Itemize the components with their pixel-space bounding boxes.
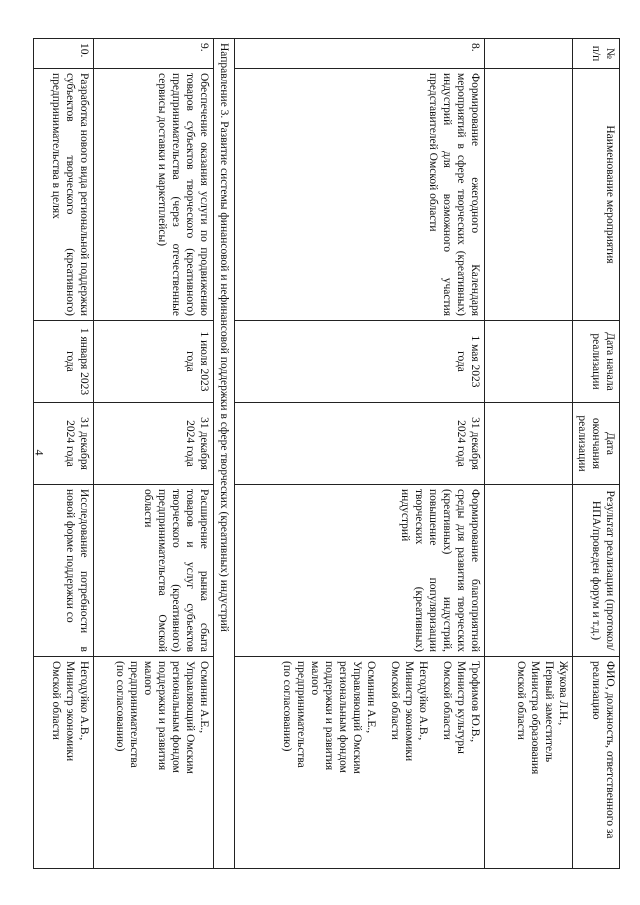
start-date: 1 мая 2023 года — [234, 321, 484, 403]
end-date: 31 декабря 2024 года — [33, 403, 93, 485]
row-number: 8. — [234, 39, 484, 69]
event-name: Разработка нового вида региональной поддержки субъектов творческого (креативного) предпринимательства в целях — [33, 69, 93, 321]
rotated-page — [49, 38, 620, 868]
start-date: 1 июля 2023 года — [93, 321, 213, 403]
result-text: Исследование потребности в новой форме поддержки со — [33, 485, 93, 657]
header-start: Дата начала реализации — [572, 321, 619, 403]
table-container — [49, 38, 620, 868]
row-number: 10. — [33, 39, 93, 69]
section-heading-row — [213, 39, 234, 869]
section-heading: Направление 3. Развитие системы финансовой и нефинансовой поддержки в сфере творческих (креативных) индустрий — [213, 39, 234, 869]
header-responsible: ФИО, должность, ответственного за реализацию — [572, 657, 619, 869]
start-date: 1 января 2023 года — [33, 321, 93, 403]
header-result: Результат реализации (протокол/НПА/проведен форум и т.д.) — [572, 485, 619, 657]
header-num: № п/п — [572, 39, 619, 69]
event-name: Обеспечение оказания услуги по продвижению товаров субъектов творческого (креативного) предпринимательства (через отечественные сервисы доставки и маркетплейсы) — [93, 69, 213, 321]
page-number: 4 — [32, 449, 47, 456]
table-row-continued — [484, 39, 572, 869]
result-text: Расширение рынка сбыта товаров и услуг субъектов творческого (креативного) предпринимательства Омской области — [93, 485, 213, 657]
end-date: 31 декабря 2024 года — [234, 403, 484, 485]
table-row-10 — [33, 39, 93, 869]
end-date: 31 декабря 2024 года — [93, 403, 213, 485]
row-number: 9. — [93, 39, 213, 69]
responsible-cell: Осминин А.Е., Управляющий Омским региональным фондом поддержки и развития малого предпринимательства (по согласованию) — [93, 657, 213, 869]
table-row-8 — [234, 39, 484, 869]
table-row-9 — [93, 39, 213, 869]
table-header-row — [572, 39, 619, 869]
events-table — [33, 38, 620, 869]
result-text: Формирование благоприятной среды для развития творческих (креативных) индустрий, повышение популяризации творческих (креативных) индустрий — [234, 485, 484, 657]
responsible-cell: Жукова Л.Н., Первый заместитель Министра образования Омской области — [484, 657, 572, 869]
responsible-cell: Негодуйко А.В., Министр экономики Омской области — [33, 657, 93, 869]
header-end: Дата окончания реализации — [572, 403, 619, 485]
event-name: Формирование ежегодного Календаря мероприятий в сфере творческих (креативных) индустрий для возможного участия представителей Омской области — [234, 69, 484, 321]
responsible-cell: Трофимов Ю.В., Министр культуры Омской области Негодуйко А.В., Министр экономики Омской области Осминин А.Е., Управляющий Омским региональным фондом поддержки и развития малого предпринимательства (по согласованию) — [234, 657, 484, 869]
header-name: Наименование мероприятия — [572, 69, 619, 321]
